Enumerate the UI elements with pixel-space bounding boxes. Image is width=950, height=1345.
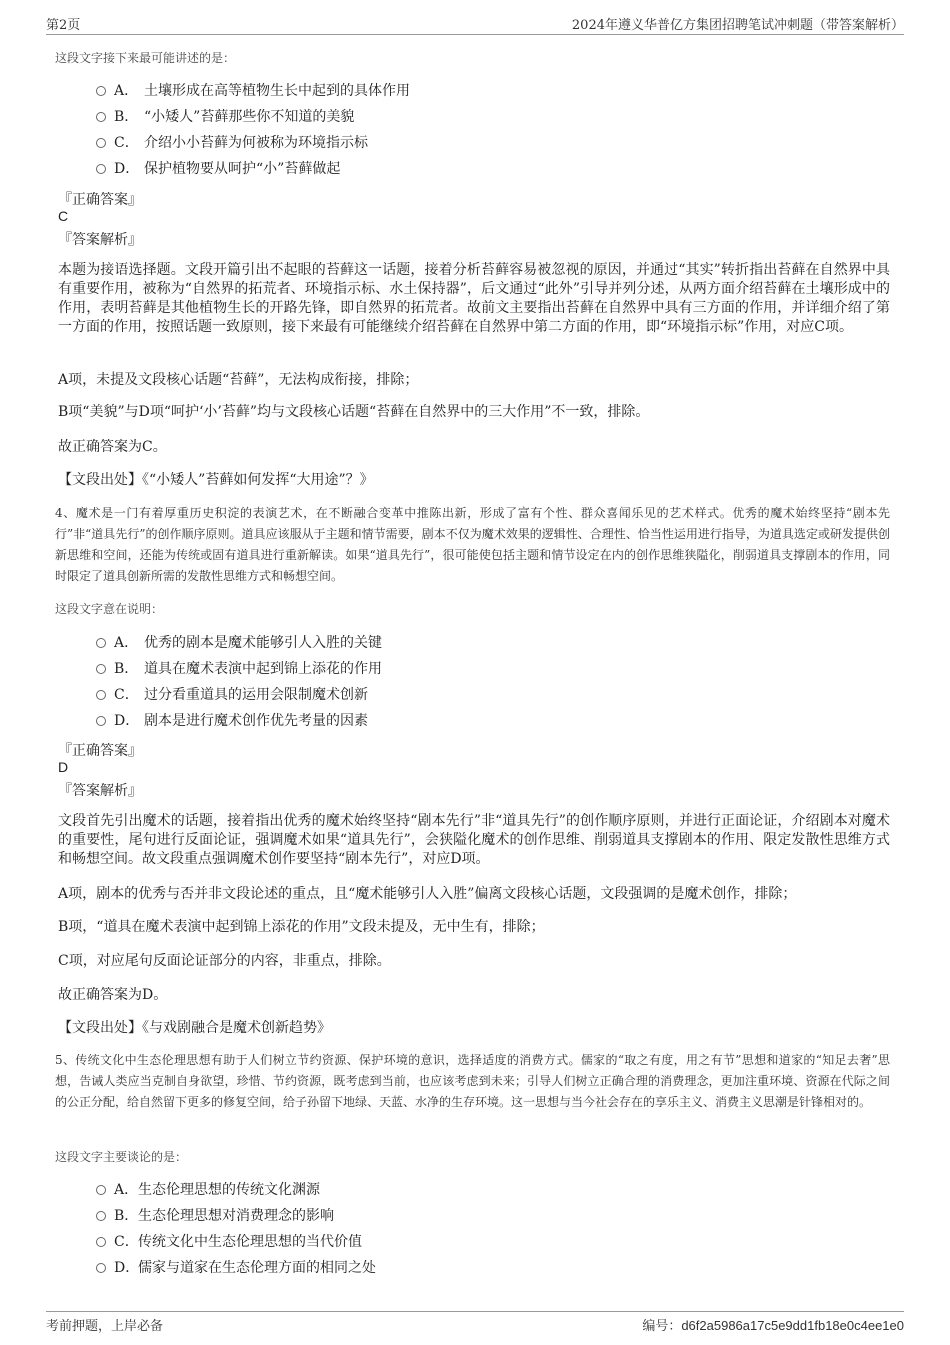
code-label: 编号： bbox=[642, 1319, 682, 1334]
q5-option-c[interactable]: C．传统文化中生态伦理思想的当代价值 bbox=[96, 1232, 362, 1252]
document-title: 2024年遵义华普亿方集团招聘笔试冲刺题（带答案解析） bbox=[571, 18, 904, 33]
q5-option-d[interactable]: D．儒家与道家在生态伦理方面的相同之处 bbox=[96, 1258, 376, 1278]
q4-source: 【文段出处】《与戏剧融合是魔术创新趋势》 bbox=[58, 1020, 331, 1036]
q3-line-b: B项“美貌”与D项“呵护‘小’苔藓”均与文段核心话题“苔藓在自然界中的三大作用”不一致，排除。 bbox=[58, 404, 650, 420]
q4-prompt: 这段文字意在说明： bbox=[55, 602, 164, 616]
radio-icon[interactable] bbox=[96, 1263, 106, 1273]
radio-icon[interactable] bbox=[96, 1185, 106, 1195]
document-code bbox=[642, 1315, 904, 1334]
q4-option-c[interactable]: C． 过分看重道具的运用会限制魔术创新 bbox=[96, 685, 368, 705]
page-header bbox=[46, 14, 904, 35]
q3-answer: C bbox=[58, 208, 69, 224]
q3-answer-label: 『正确答案』 bbox=[58, 192, 142, 208]
q4-answer: D bbox=[58, 759, 69, 775]
q4-option-d[interactable]: D． 剧本是进行魔术创作优先考量的因素 bbox=[96, 711, 368, 731]
radio-icon[interactable] bbox=[96, 164, 106, 174]
q4-analysis: 文段首先引出魔术的话题，接着指出优秀的魔术始终坚持“剧本先行”非“道具先行”的创作顺序原则，并进行正面论证，介绍剧本对魔术的重要性，尾句进行反面论证，强调魔术如果“道具先行”，会狭隘化魔术的创作思维、削弱道具支撑剧本的作用、限定发散性思维方式和畅想空间。故文段重点强调魔术创作要坚持“剧本先行”，对应D项。 bbox=[58, 813, 890, 867]
q3-option-c[interactable]: C． 介绍小小苔藓为何被称为环境指示标 bbox=[96, 133, 368, 153]
q4-option-b[interactable]: B． 道具在魔术表演中起到锦上添花的作用 bbox=[96, 659, 382, 679]
code-value: d6f2a5986a17c5e9dd1fb18e0c4ee1e0 bbox=[681, 1318, 904, 1333]
q4-option-a[interactable]: A． 优秀的剧本是魔术能够引人入胜的关键 bbox=[96, 633, 382, 653]
radio-icon[interactable] bbox=[96, 716, 106, 726]
q3-conclusion: 故正确答案为C。 bbox=[58, 439, 167, 455]
q3-analysis: 本题为接语选择题。文段开篇引出不起眼的苔藓这一话题，接着分析苔藓容易被忽视的原因，并通过“其实”转折指出苔藓在自然界中具有重要作用，被称为“自然界的拓荒者、环境指示标、水土保持器”，后文通过“此外”引导并列分述，从两方面介绍苔藓在土壤形成中的作用，表明苔藓是其他植物生长的开路先锋，即自然界的拓荒者。故前文主要指出苔藓在自然界中具有三方面的作用，并详细介绍了第一方面的作用，按照话题一致原则，接下来最有可能继续介绍苔藓在自然界中第二方面的作用，即“环境指示标”作用，对应C项。 bbox=[58, 262, 890, 335]
page-footer bbox=[46, 1311, 904, 1337]
radio-icon[interactable] bbox=[96, 138, 106, 148]
q3-option-d[interactable]: D． 保护植物要从呵护“小”苔藓做起 bbox=[96, 159, 340, 179]
q5-option-b[interactable]: B．生态伦理思想对消费理念的影响 bbox=[96, 1206, 334, 1226]
q4-line-a: A项，剧本的优秀与否并非文段论述的重点，且“魔术能够引人入胜”偏离文段核心话题，文段强调的是魔术创作，排除； bbox=[58, 886, 797, 902]
q4-line-c: C项，对应尾句反面论证部分的内容，非重点，排除。 bbox=[58, 953, 391, 969]
footer-slogan: 考前押题，上岸必备 bbox=[46, 1319, 164, 1334]
q5-text: 5、传统文化中生态伦理思想有助于人们树立节约资源、保护环境的意识，选择适度的消费方式。儒家的“取之有度，用之有节”思想和道家的“知足去奢”思想，告诫人类应当克制自身欲望，珍惜、节约资源，既考虑到当前，也应该考虑到未来；引导人们树立正确合理的消费理念，更加注重环境、资源在代际之间的公正分配，给自然留下更多的修复空间，给子孙留下地绿、天蓝、水净的生存环境。这一思想与当今社会存在的享乐主义、消费主义思潮是针锋相对的。 bbox=[55, 1053, 890, 1109]
q4-line-b: B项，“道具在魔术表演中起到锦上添花的作用”文段未提及，无中生有，排除； bbox=[58, 919, 545, 935]
radio-icon[interactable] bbox=[96, 1237, 106, 1247]
radio-icon[interactable] bbox=[96, 664, 106, 674]
q3-analysis-label: 『答案解析』 bbox=[58, 232, 142, 248]
q3-option-b[interactable]: B． “小矮人”苔藓那些你不知道的美貌 bbox=[96, 107, 354, 127]
q3-line-a: A项，未提及文段核心话题“苔藓”，无法构成衔接，排除； bbox=[58, 372, 419, 388]
q4-conclusion: 故正确答案为D。 bbox=[58, 987, 168, 1003]
radio-icon[interactable] bbox=[96, 86, 106, 96]
radio-icon[interactable] bbox=[96, 638, 106, 648]
page-number: 第2页 bbox=[46, 18, 81, 33]
q5-option-a[interactable]: A．生态伦理思想的传统文化渊源 bbox=[96, 1180, 320, 1200]
q4-text: 4、魔术是一门有着厚重历史积淀的表演艺术，在不断融合变革中推陈出新，形成了富有个性、群众喜闻乐见的艺术样式。优秀的魔术始终坚持“剧本先行”非“道具先行”的创作顺序原则。道具应该服从于主题和情节需要，剧本不仅为魔术效果的逻辑性、合理性、恰当性运用进行指导，为道具选定或研发提供创新思维和空间，还能为传统或固有道具进行重新解读。如果“道具先行”，很可能使包括主题和情节设定在内的创作思维狭隘化，削弱道具支撑剧本的作用，同时限定了道具创新所需的发散性思维方式和畅想空间。 bbox=[55, 506, 890, 583]
q3-source: 【文段出处】《“小矮人”苔藓如何发挥“大用途”？》 bbox=[58, 472, 374, 488]
radio-icon[interactable] bbox=[96, 690, 106, 700]
q4-answer-label: 『正确答案』 bbox=[58, 743, 142, 759]
q4-analysis-label: 『答案解析』 bbox=[58, 783, 142, 799]
q5-prompt: 这段文字主要谈论的是： bbox=[55, 1150, 188, 1164]
q3-prompt: 这段文字接下来最可能讲述的是： bbox=[55, 51, 236, 65]
radio-icon[interactable] bbox=[96, 1211, 106, 1221]
radio-icon[interactable] bbox=[96, 112, 106, 122]
q3-option-a[interactable]: A． 土壤形成在高等植物生长中起到的具体作用 bbox=[96, 81, 410, 101]
